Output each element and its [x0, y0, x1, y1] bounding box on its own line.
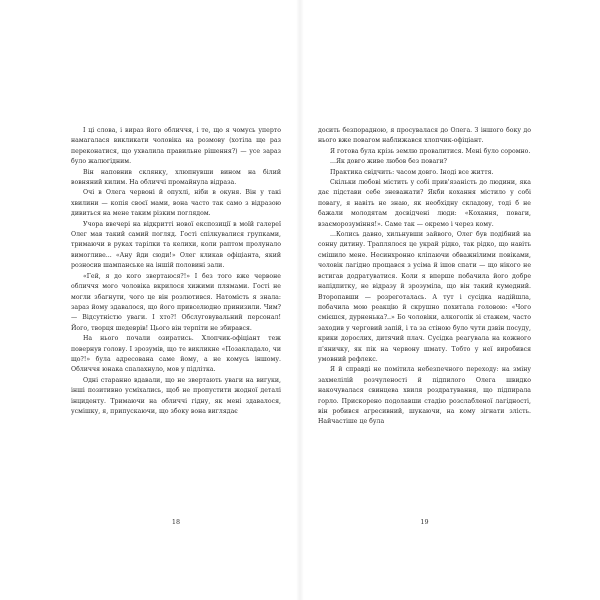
paragraph: На нього почали озиратись. Хлопчик-офіціант теж повернув голову. І зрозумів, що те викликне «Позакладало, чи що?!» була адресована саме йому, а не комусь іншому. Обличчя юнака спалахнуло, мов у підлітка. — [71, 335, 281, 374]
paragraph: ...Як довго живе любов без поваги? — [330, 158, 447, 166]
right-page-text — [318, 126, 531, 428]
right-page — [318, 126, 531, 526]
paragraph: Учора ввечері на відкритті нової експозиції в моїй галереї Олег мав такий самий погляд. Гості спілкувалися групками, тримаючи в руках тарілки та келихи, коли раптом пролунало вимогливе... «Ану йди сюди!» Олег кликав офіціанта, який розносив шампанське на іншій половині зали. — [71, 220, 281, 270]
paragraph: Скільки любові містить у собі прив'язаність до людини, яка дає підстави себе зневажати? Якби кохання містило у собі повагу, я навіть не знаю, як необхідну складову, тоді б не бажали молодятам досвідчені люди: «Кохання, поваги, взаєморозуміння!». Саме так — окремо і через кому. — [318, 179, 531, 228]
page-number-right: 19 — [420, 518, 429, 526]
paragraph: Він наповнив склянку, хлюпнувши вином на білий вовняний килим. На обличчі промайнула відраза. — [71, 168, 281, 187]
paragraph: досить безпорадною, я просувалася до Олега. З іншого боку до нього вже повагом наближався хлопчик-офіціант. — [318, 127, 531, 145]
book-gutter — [296, 0, 304, 600]
left-page-text — [71, 126, 281, 417]
page-number-left: 18 — [171, 518, 181, 526]
paragraph: Одні старанно вдавали, що не звертають уваги на вигуки, інші позитивно усміхались, щоб не пропустити жодної деталі інциденту. Тримаючи на обличчі гідну, як мені здавалося, усмішку, я, припускаючи, що збоку вона виглядає — [71, 376, 281, 415]
paragraph: Практика свідчить: часом довго. Іноді все життя. — [330, 168, 494, 176]
paragraph: І ці слова, і вираз його обличчя, і те, що я чомусь уперто намагалася викликати чоловіка на розмову (хотіла ще раз переконатися, що ухвалила правильне рішення?) — усе зараз було жалюгідним. — [71, 127, 281, 166]
paragraph: ...Колись давно, хильнувши зайвого, Олег був подібний на сонну дитину. Траплялося це украй рідко, так рідко, що навіть смішило мене. Несинхронно кліпаючи обважнілими повіками, чоловік лагідно прощався з усіма й ішов спати — що нікого не встигав додратуватися. Коли я вперше побачила його добре напідпитку, не відразу й зрозуміла, що він такий кумедний. Второпавши — розреготалась. А тут і сусідка надійшла, побачила мою реакцію й скрушно похитала головою: «Чого смієшся, дурненька?..» Бо чоловіки, алкоголік зі стажем, часто заходив у черговий запій, і та за стіною було чути дзвін посуду, крики дорослих, дитячий плач. Сусідка реагувала на кожного п'яничку, як пік на червону шмату. Тобто у неї виробився умовний рефлекс. — [318, 231, 531, 363]
paragraph: Очі в Олега червоні й опухлі, ніби в окуня. Він у такі хвилини — копія своєї мами, вона часто так само з відразою дивиться на мене таким різким поглядом. — [71, 189, 281, 218]
left-page — [71, 126, 281, 526]
paragraph: «Гей, я до кого звертаюся?!» І без того вже червоне обличчя мого чоловіка вкрилося хижими плямами. Гості не могли збагнути, чого це він розлютився. Натомість я знала: зараз йому здавалося, що його привселюдно принизили. Чим? — Відсутністю уваги. І хто?! Обслуговувальний персонал! Його, творця шедеврів! Цього він терпіти не збирався. — [71, 272, 281, 332]
paragraph: Я готова була крізь землю провалитися. Мені було соромно. — [330, 147, 531, 155]
paragraph: Я й справді не помітила небезпечного переходу: на зміну захмелілій розчуленості й підпилого Олега швидко накочувалася свинцева хвиля роздратування, що підпирала горло. Прискорено подолавши стадію розслабленої лагідності, він робився агресивний, шукаючи, на кому зігнати злість. Найчастіше це була — [318, 366, 531, 426]
